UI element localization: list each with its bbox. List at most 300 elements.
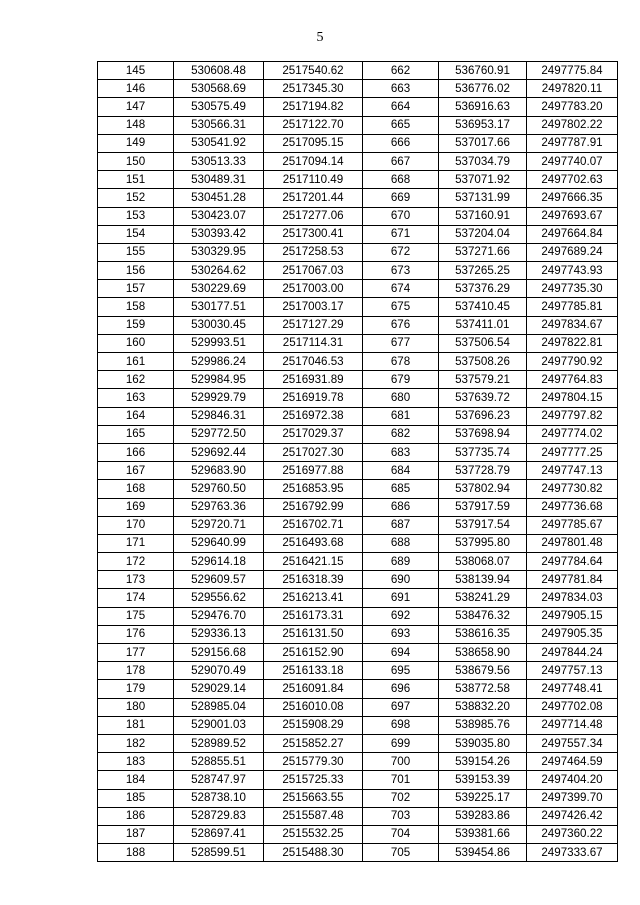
point-number-cell: 699 xyxy=(363,734,439,752)
point-number-cell: 697 xyxy=(363,698,439,716)
x-coordinate-cell: 537917.54 xyxy=(439,516,527,534)
table-row xyxy=(98,753,618,771)
point-number-cell: 666 xyxy=(363,134,439,152)
x-coordinate-cell: 528738.10 xyxy=(174,789,264,807)
x-coordinate-cell: 539225.17 xyxy=(439,789,527,807)
table-row xyxy=(98,480,618,498)
point-number-cell: 146 xyxy=(98,80,174,98)
point-number-cell: 684 xyxy=(363,462,439,480)
y-coordinate-cell: 2497557.34 xyxy=(527,734,618,752)
x-coordinate-cell: 538139.94 xyxy=(439,571,527,589)
y-coordinate-cell: 2517114.31 xyxy=(264,334,363,352)
table-row xyxy=(98,462,618,480)
y-coordinate-cell: 2497666.35 xyxy=(527,189,618,207)
x-coordinate-cell: 539381.66 xyxy=(439,825,527,843)
point-number-cell: 689 xyxy=(363,553,439,571)
y-coordinate-cell: 2497785.67 xyxy=(527,516,618,534)
y-coordinate-cell: 2517110.49 xyxy=(264,171,363,189)
y-coordinate-cell: 2516213.41 xyxy=(264,589,363,607)
y-coordinate-cell: 2516919.78 xyxy=(264,389,363,407)
point-number-cell: 662 xyxy=(363,62,439,80)
y-coordinate-cell: 2497740.07 xyxy=(527,152,618,170)
table-row xyxy=(98,789,618,807)
x-coordinate-cell: 530568.69 xyxy=(174,80,264,98)
x-coordinate-cell: 536953.17 xyxy=(439,116,527,134)
page-number: 5 xyxy=(316,30,324,45)
y-coordinate-cell: 2516318.39 xyxy=(264,571,363,589)
y-coordinate-cell: 2497693.67 xyxy=(527,207,618,225)
y-coordinate-cell: 2516792.99 xyxy=(264,498,363,516)
x-coordinate-cell: 538068.07 xyxy=(439,553,527,571)
y-coordinate-cell: 2497426.42 xyxy=(527,807,618,825)
table-row xyxy=(98,534,618,552)
point-number-cell: 169 xyxy=(98,498,174,516)
x-coordinate-cell: 537160.91 xyxy=(439,207,527,225)
x-coordinate-cell: 538832.20 xyxy=(439,698,527,716)
point-number-cell: 159 xyxy=(98,316,174,334)
y-coordinate-cell: 2497783.20 xyxy=(527,98,618,116)
y-coordinate-cell: 2497784.64 xyxy=(527,553,618,571)
y-coordinate-cell: 2516133.18 xyxy=(264,662,363,680)
y-coordinate-cell: 2497747.13 xyxy=(527,462,618,480)
point-number-cell: 168 xyxy=(98,480,174,498)
point-number-cell: 181 xyxy=(98,716,174,734)
y-coordinate-cell: 2517094.14 xyxy=(264,152,363,170)
x-coordinate-cell: 537696.23 xyxy=(439,407,527,425)
point-number-cell: 182 xyxy=(98,734,174,752)
table-row xyxy=(98,134,618,152)
table-row xyxy=(98,316,618,334)
x-coordinate-cell: 529609.57 xyxy=(174,571,264,589)
point-number-cell: 171 xyxy=(98,534,174,552)
point-number-cell: 164 xyxy=(98,407,174,425)
y-coordinate-cell: 2497834.03 xyxy=(527,589,618,607)
table-row xyxy=(98,716,618,734)
point-number-cell: 179 xyxy=(98,680,174,698)
point-number-cell: 671 xyxy=(363,225,439,243)
point-number-cell: 145 xyxy=(98,62,174,80)
point-number-cell: 704 xyxy=(363,825,439,843)
x-coordinate-cell: 529993.51 xyxy=(174,334,264,352)
point-number-cell: 185 xyxy=(98,789,174,807)
table-row xyxy=(98,644,618,662)
x-coordinate-cell: 536760.91 xyxy=(439,62,527,80)
y-coordinate-cell: 2497774.02 xyxy=(527,425,618,443)
x-coordinate-cell: 530566.31 xyxy=(174,116,264,134)
y-coordinate-cell: 2497775.84 xyxy=(527,62,618,80)
point-number-cell: 172 xyxy=(98,553,174,571)
y-coordinate-cell: 2517122.70 xyxy=(264,116,363,134)
table-row xyxy=(98,680,618,698)
y-coordinate-cell: 2497714.48 xyxy=(527,716,618,734)
x-coordinate-cell: 537508.26 xyxy=(439,353,527,371)
table-row xyxy=(98,389,618,407)
table-row xyxy=(98,225,618,243)
y-coordinate-cell: 2517194.82 xyxy=(264,98,363,116)
x-coordinate-cell: 530513.33 xyxy=(174,152,264,170)
y-coordinate-cell: 2517300.41 xyxy=(264,225,363,243)
y-coordinate-cell: 2497802.22 xyxy=(527,116,618,134)
y-coordinate-cell: 2517029.37 xyxy=(264,425,363,443)
point-number-cell: 681 xyxy=(363,407,439,425)
y-coordinate-cell: 2515587.48 xyxy=(264,807,363,825)
x-coordinate-cell: 537071.92 xyxy=(439,171,527,189)
y-coordinate-cell: 2497743.93 xyxy=(527,262,618,280)
x-coordinate-cell: 537017.66 xyxy=(439,134,527,152)
point-number-cell: 151 xyxy=(98,171,174,189)
point-number-cell: 701 xyxy=(363,771,439,789)
x-coordinate-cell: 529156.68 xyxy=(174,644,264,662)
y-coordinate-cell: 2497834.67 xyxy=(527,316,618,334)
table-row xyxy=(98,844,618,862)
y-coordinate-cell: 2515779.30 xyxy=(264,753,363,771)
x-coordinate-cell: 529846.31 xyxy=(174,407,264,425)
y-coordinate-cell: 2517003.00 xyxy=(264,280,363,298)
point-number-cell: 674 xyxy=(363,280,439,298)
y-coordinate-cell: 2517046.53 xyxy=(264,353,363,371)
point-number-cell: 177 xyxy=(98,644,174,662)
y-coordinate-cell: 2515663.55 xyxy=(264,789,363,807)
y-coordinate-cell: 2497736.68 xyxy=(527,498,618,516)
table-row xyxy=(98,407,618,425)
table-row xyxy=(98,607,618,625)
y-coordinate-cell: 2517345.30 xyxy=(264,80,363,98)
y-coordinate-cell: 2516091.84 xyxy=(264,680,363,698)
y-coordinate-cell: 2497702.08 xyxy=(527,698,618,716)
y-coordinate-cell: 2516493.68 xyxy=(264,534,363,552)
y-coordinate-cell: 2497764.83 xyxy=(527,371,618,389)
point-number-cell: 166 xyxy=(98,443,174,461)
point-number-cell: 676 xyxy=(363,316,439,334)
table-row xyxy=(98,152,618,170)
y-coordinate-cell: 2515488.30 xyxy=(264,844,363,862)
y-coordinate-cell: 2497822.81 xyxy=(527,334,618,352)
x-coordinate-cell: 539454.86 xyxy=(439,844,527,862)
x-coordinate-cell: 537579.21 xyxy=(439,371,527,389)
coordinates-table-body xyxy=(98,62,618,862)
x-coordinate-cell: 536776.02 xyxy=(439,80,527,98)
point-number-cell: 186 xyxy=(98,807,174,825)
point-number-cell: 686 xyxy=(363,498,439,516)
point-number-cell: 183 xyxy=(98,753,174,771)
point-number-cell: 148 xyxy=(98,116,174,134)
y-coordinate-cell: 2497735.30 xyxy=(527,280,618,298)
table-row xyxy=(98,443,618,461)
x-coordinate-cell: 537271.66 xyxy=(439,243,527,261)
point-number-cell: 156 xyxy=(98,262,174,280)
table-row xyxy=(98,298,618,316)
y-coordinate-cell: 2516152.90 xyxy=(264,644,363,662)
table-row xyxy=(98,334,618,352)
point-number-cell: 694 xyxy=(363,644,439,662)
point-number-cell: 184 xyxy=(98,771,174,789)
x-coordinate-cell: 539154.26 xyxy=(439,753,527,771)
x-coordinate-cell: 538241.29 xyxy=(439,589,527,607)
x-coordinate-cell: 528855.51 xyxy=(174,753,264,771)
x-coordinate-cell: 537728.79 xyxy=(439,462,527,480)
point-number-cell: 679 xyxy=(363,371,439,389)
x-coordinate-cell: 538679.56 xyxy=(439,662,527,680)
x-coordinate-cell: 529556.62 xyxy=(174,589,264,607)
x-coordinate-cell: 529476.70 xyxy=(174,607,264,625)
y-coordinate-cell: 2497399.70 xyxy=(527,789,618,807)
table-row xyxy=(98,825,618,843)
point-number-cell: 677 xyxy=(363,334,439,352)
x-coordinate-cell: 530489.31 xyxy=(174,171,264,189)
table-row xyxy=(98,171,618,189)
point-number-cell: 690 xyxy=(363,571,439,589)
y-coordinate-cell: 2515908.29 xyxy=(264,716,363,734)
point-number-cell: 678 xyxy=(363,353,439,371)
y-coordinate-cell: 2517027.30 xyxy=(264,443,363,461)
x-coordinate-cell: 538476.32 xyxy=(439,607,527,625)
x-coordinate-cell: 530030.45 xyxy=(174,316,264,334)
point-number-cell: 703 xyxy=(363,807,439,825)
point-number-cell: 664 xyxy=(363,98,439,116)
point-number-cell: 149 xyxy=(98,134,174,152)
x-coordinate-cell: 530393.42 xyxy=(174,225,264,243)
x-coordinate-cell: 539153.39 xyxy=(439,771,527,789)
point-number-cell: 152 xyxy=(98,189,174,207)
point-number-cell: 174 xyxy=(98,589,174,607)
y-coordinate-cell: 2516931.89 xyxy=(264,371,363,389)
point-number-cell: 162 xyxy=(98,371,174,389)
y-coordinate-cell: 2497757.13 xyxy=(527,662,618,680)
point-number-cell: 702 xyxy=(363,789,439,807)
x-coordinate-cell: 537917.59 xyxy=(439,498,527,516)
x-coordinate-cell: 538658.90 xyxy=(439,644,527,662)
x-coordinate-cell: 529986.24 xyxy=(174,353,264,371)
table-row xyxy=(98,425,618,443)
point-number-cell: 695 xyxy=(363,662,439,680)
table-row xyxy=(98,262,618,280)
point-number-cell: 161 xyxy=(98,353,174,371)
point-number-cell: 665 xyxy=(363,116,439,134)
y-coordinate-cell: 2516173.31 xyxy=(264,607,363,625)
y-coordinate-cell: 2516977.88 xyxy=(264,462,363,480)
y-coordinate-cell: 2497820.11 xyxy=(527,80,618,98)
y-coordinate-cell: 2497748.41 xyxy=(527,680,618,698)
y-coordinate-cell: 2517201.44 xyxy=(264,189,363,207)
x-coordinate-cell: 539283.86 xyxy=(439,807,527,825)
x-coordinate-cell: 537995.80 xyxy=(439,534,527,552)
y-coordinate-cell: 2517067.03 xyxy=(264,262,363,280)
y-coordinate-cell: 2516010.08 xyxy=(264,698,363,716)
x-coordinate-cell: 529070.49 xyxy=(174,662,264,680)
x-coordinate-cell: 529683.90 xyxy=(174,462,264,480)
y-coordinate-cell: 2497464.59 xyxy=(527,753,618,771)
y-coordinate-cell: 2497702.63 xyxy=(527,171,618,189)
coordinates-table xyxy=(97,61,618,862)
y-coordinate-cell: 2497905.15 xyxy=(527,607,618,625)
point-number-cell: 160 xyxy=(98,334,174,352)
x-coordinate-cell: 529001.03 xyxy=(174,716,264,734)
y-coordinate-cell: 2516972.38 xyxy=(264,407,363,425)
table-row xyxy=(98,371,618,389)
point-number-cell: 153 xyxy=(98,207,174,225)
point-number-cell: 150 xyxy=(98,152,174,170)
y-coordinate-cell: 2517540.62 xyxy=(264,62,363,80)
y-coordinate-cell: 2497787.91 xyxy=(527,134,618,152)
point-number-cell: 688 xyxy=(363,534,439,552)
y-coordinate-cell: 2497777.25 xyxy=(527,443,618,461)
x-coordinate-cell: 528599.51 xyxy=(174,844,264,862)
point-number-cell: 705 xyxy=(363,844,439,862)
table-row xyxy=(98,62,618,80)
point-number-cell: 180 xyxy=(98,698,174,716)
table-row xyxy=(98,98,618,116)
table-row xyxy=(98,498,618,516)
x-coordinate-cell: 529029.14 xyxy=(174,680,264,698)
point-number-cell: 692 xyxy=(363,607,439,625)
y-coordinate-cell: 2497801.48 xyxy=(527,534,618,552)
x-coordinate-cell: 537410.45 xyxy=(439,298,527,316)
x-coordinate-cell: 536916.63 xyxy=(439,98,527,116)
point-number-cell: 668 xyxy=(363,171,439,189)
table-row xyxy=(98,516,618,534)
x-coordinate-cell: 537034.79 xyxy=(439,152,527,170)
x-coordinate-cell: 537698.94 xyxy=(439,425,527,443)
y-coordinate-cell: 2497785.81 xyxy=(527,298,618,316)
y-coordinate-cell: 2497689.24 xyxy=(527,243,618,261)
x-coordinate-cell: 537802.94 xyxy=(439,480,527,498)
y-coordinate-cell: 2515725.33 xyxy=(264,771,363,789)
table-row xyxy=(98,189,618,207)
x-coordinate-cell: 530575.49 xyxy=(174,98,264,116)
x-coordinate-cell: 529692.44 xyxy=(174,443,264,461)
point-number-cell: 157 xyxy=(98,280,174,298)
table-row xyxy=(98,207,618,225)
table-row xyxy=(98,553,618,571)
table-row xyxy=(98,807,618,825)
point-number-cell: 163 xyxy=(98,389,174,407)
point-number-cell: 698 xyxy=(363,716,439,734)
point-number-cell: 167 xyxy=(98,462,174,480)
point-number-cell: 170 xyxy=(98,516,174,534)
x-coordinate-cell: 530329.95 xyxy=(174,243,264,261)
x-coordinate-cell: 529772.50 xyxy=(174,425,264,443)
y-coordinate-cell: 2497781.84 xyxy=(527,571,618,589)
point-number-cell: 178 xyxy=(98,662,174,680)
y-coordinate-cell: 2497333.67 xyxy=(527,844,618,862)
x-coordinate-cell: 538616.35 xyxy=(439,625,527,643)
y-coordinate-cell: 2515852.27 xyxy=(264,734,363,752)
x-coordinate-cell: 537639.72 xyxy=(439,389,527,407)
point-number-cell: 693 xyxy=(363,625,439,643)
y-coordinate-cell: 2517003.17 xyxy=(264,298,363,316)
x-coordinate-cell: 529760.50 xyxy=(174,480,264,498)
point-number-cell: 667 xyxy=(363,152,439,170)
x-coordinate-cell: 537506.54 xyxy=(439,334,527,352)
x-coordinate-cell: 538985.76 xyxy=(439,716,527,734)
y-coordinate-cell: 2517277.06 xyxy=(264,207,363,225)
x-coordinate-cell: 529929.79 xyxy=(174,389,264,407)
table-row xyxy=(98,625,618,643)
x-coordinate-cell: 530608.48 xyxy=(174,62,264,80)
x-coordinate-cell: 537131.99 xyxy=(439,189,527,207)
x-coordinate-cell: 537376.29 xyxy=(439,280,527,298)
point-number-cell: 187 xyxy=(98,825,174,843)
y-coordinate-cell: 2517127.29 xyxy=(264,316,363,334)
y-coordinate-cell: 2497797.82 xyxy=(527,407,618,425)
y-coordinate-cell: 2497360.22 xyxy=(527,825,618,843)
y-coordinate-cell: 2516421.15 xyxy=(264,553,363,571)
x-coordinate-cell: 538772.58 xyxy=(439,680,527,698)
x-coordinate-cell: 529984.95 xyxy=(174,371,264,389)
x-coordinate-cell: 530264.62 xyxy=(174,262,264,280)
table-row xyxy=(98,698,618,716)
table-row xyxy=(98,280,618,298)
point-number-cell: 158 xyxy=(98,298,174,316)
table-row xyxy=(98,662,618,680)
table-row xyxy=(98,771,618,789)
point-number-cell: 675 xyxy=(363,298,439,316)
y-coordinate-cell: 2497790.92 xyxy=(527,353,618,371)
point-number-cell: 663 xyxy=(363,80,439,98)
y-coordinate-cell: 2515532.25 xyxy=(264,825,363,843)
table-row xyxy=(98,571,618,589)
point-number-cell: 700 xyxy=(363,753,439,771)
point-number-cell: 687 xyxy=(363,516,439,534)
y-coordinate-cell: 2517258.53 xyxy=(264,243,363,261)
y-coordinate-cell: 2497664.84 xyxy=(527,225,618,243)
table-row xyxy=(98,353,618,371)
x-coordinate-cell: 528747.97 xyxy=(174,771,264,789)
table-row xyxy=(98,589,618,607)
x-coordinate-cell: 530423.07 xyxy=(174,207,264,225)
x-coordinate-cell: 528729.83 xyxy=(174,807,264,825)
x-coordinate-cell: 537265.25 xyxy=(439,262,527,280)
y-coordinate-cell: 2497804.15 xyxy=(527,389,618,407)
point-number-cell: 683 xyxy=(363,443,439,461)
x-coordinate-cell: 537411.01 xyxy=(439,316,527,334)
table-row xyxy=(98,80,618,98)
x-coordinate-cell: 530229.69 xyxy=(174,280,264,298)
x-coordinate-cell: 529640.99 xyxy=(174,534,264,552)
point-number-cell: 173 xyxy=(98,571,174,589)
point-number-cell: 669 xyxy=(363,189,439,207)
x-coordinate-cell: 529614.18 xyxy=(174,553,264,571)
x-coordinate-cell: 528989.52 xyxy=(174,734,264,752)
point-number-cell: 175 xyxy=(98,607,174,625)
point-number-cell: 154 xyxy=(98,225,174,243)
x-coordinate-cell: 529763.36 xyxy=(174,498,264,516)
x-coordinate-cell: 539035.80 xyxy=(439,734,527,752)
table-row xyxy=(98,116,618,134)
x-coordinate-cell: 537204.04 xyxy=(439,225,527,243)
point-number-cell: 682 xyxy=(363,425,439,443)
table-row xyxy=(98,243,618,261)
x-coordinate-cell: 530451.28 xyxy=(174,189,264,207)
point-number-cell: 155 xyxy=(98,243,174,261)
point-number-cell: 672 xyxy=(363,243,439,261)
point-number-cell: 188 xyxy=(98,844,174,862)
y-coordinate-cell: 2516131.50 xyxy=(264,625,363,643)
y-coordinate-cell: 2497730.82 xyxy=(527,480,618,498)
point-number-cell: 176 xyxy=(98,625,174,643)
y-coordinate-cell: 2497404.20 xyxy=(527,771,618,789)
y-coordinate-cell: 2517095.15 xyxy=(264,134,363,152)
y-coordinate-cell: 2516702.71 xyxy=(264,516,363,534)
point-number-cell: 680 xyxy=(363,389,439,407)
x-coordinate-cell: 528697.41 xyxy=(174,825,264,843)
x-coordinate-cell: 528985.04 xyxy=(174,698,264,716)
x-coordinate-cell: 537735.74 xyxy=(439,443,527,461)
point-number-cell: 691 xyxy=(363,589,439,607)
y-coordinate-cell: 2516853.95 xyxy=(264,480,363,498)
point-number-cell: 673 xyxy=(363,262,439,280)
x-coordinate-cell: 530177.51 xyxy=(174,298,264,316)
